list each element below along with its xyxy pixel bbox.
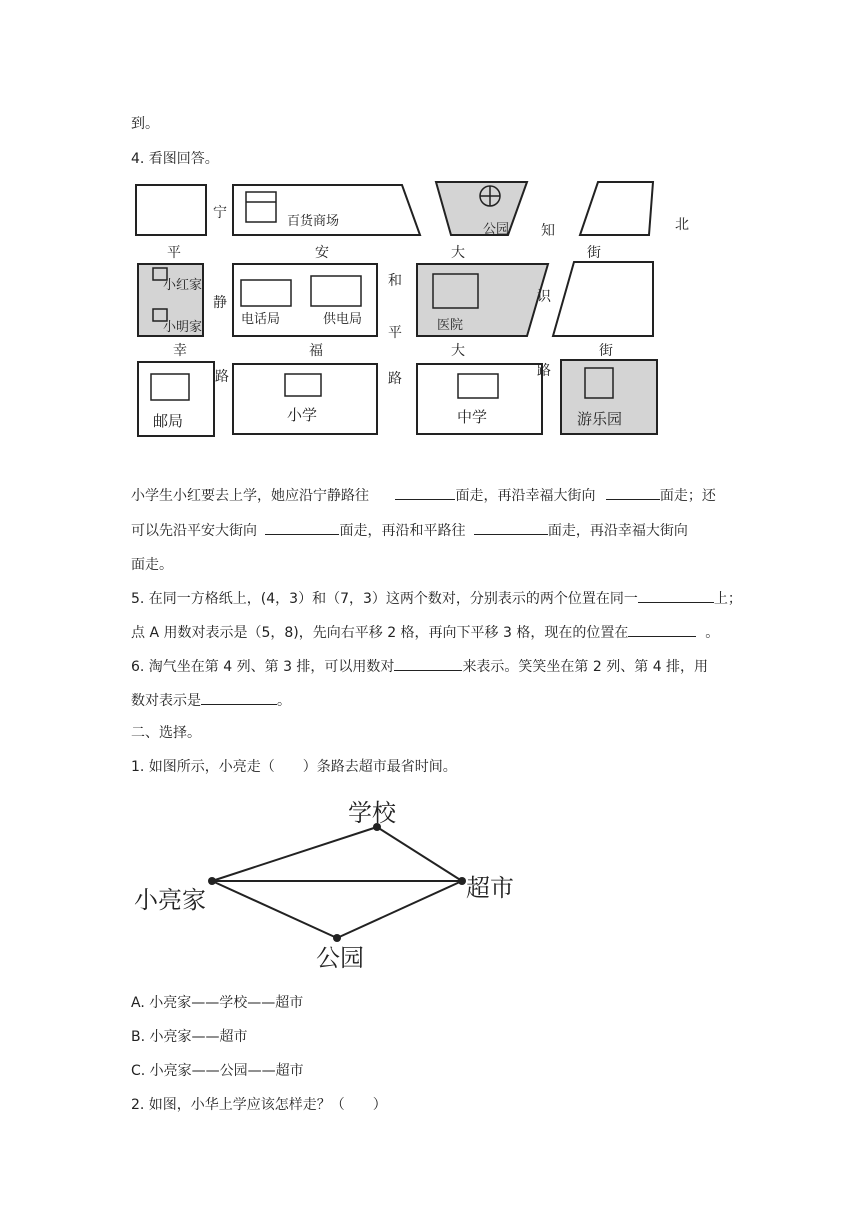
- label-hospital: 医院: [437, 318, 464, 333]
- blank-block-e: [553, 262, 653, 336]
- label-middle-school: 中学: [457, 408, 488, 426]
- label-xiaoming-home: 小明家: [163, 320, 203, 335]
- q6-line2: 数对表示是 。: [131, 690, 291, 710]
- street-char: 幸: [173, 343, 187, 359]
- street-char: 平: [388, 325, 402, 341]
- option-c[interactable]: C. 小亮家——公园——超市: [131, 1063, 304, 1079]
- street-char: 街: [599, 343, 613, 359]
- option-a[interactable]: A. 小亮家——学校——超市: [131, 995, 304, 1011]
- s2-question: 2. 如图，小华上学应该怎样走？（ ）: [131, 1097, 387, 1113]
- street-map: [133, 178, 689, 440]
- label-park: 公园: [316, 944, 364, 972]
- blank-block-ne: [580, 182, 653, 235]
- street-char: 识: [537, 289, 551, 305]
- answer-blank[interactable]: [395, 485, 455, 500]
- route-park-market: [337, 881, 462, 938]
- street-char: 大: [451, 343, 465, 359]
- label-school: 学校: [348, 799, 396, 827]
- answer-blank[interactable]: [201, 690, 277, 705]
- option-b[interactable]: B. 小亮家——超市: [131, 1029, 248, 1045]
- street-char: 安: [315, 245, 329, 261]
- label-department-store: 百货商场: [287, 214, 340, 229]
- label-market: 超市: [466, 874, 514, 902]
- q5-line1: 5. 在同一方格纸上，(4，3）和（7，3）这两个数对，分别表示的两个位置在同一 上；: [131, 588, 742, 608]
- label-park: 公园: [483, 222, 510, 237]
- q4-question-line3: 面走。: [131, 557, 173, 573]
- street-char: 路: [215, 369, 229, 385]
- route-home-park: [212, 881, 337, 938]
- street-char: 路: [537, 363, 551, 379]
- street-char: 知: [541, 223, 555, 239]
- label-amusement-park: 游乐园: [577, 410, 623, 428]
- answer-blank[interactable]: [606, 485, 660, 500]
- street-char: 大: [451, 245, 465, 261]
- street-char: 平: [167, 245, 181, 261]
- answer-blank[interactable]: [628, 622, 696, 637]
- label-home: 小亮家: [134, 886, 206, 914]
- street-char: 宁: [213, 205, 227, 221]
- street-char: 路: [388, 371, 402, 387]
- street-char: 街: [587, 245, 601, 261]
- label-telephone-office: 电话局: [241, 312, 281, 327]
- street-char: 和: [388, 273, 402, 289]
- q4-title: 4. 看图回答。: [131, 151, 219, 167]
- q3-tail: 到。: [131, 116, 159, 132]
- route-school-market: [377, 827, 462, 881]
- q6-line1: 6. 淘气坐在第 4 列、第 3 排，可以用数对 来表示。笑笑坐在第 2 列、第 4 排，用: [131, 656, 708, 676]
- label-primary-school: 小学: [287, 406, 318, 424]
- answer-blank[interactable]: [394, 656, 462, 671]
- label-power-office: 供电局: [323, 312, 363, 327]
- q4-question-line2: 可以先沿平安大街向 面走，再沿和平路往 面走，再沿幸福大街向: [131, 520, 688, 540]
- answer-blank[interactable]: [638, 588, 714, 603]
- route-home-school: [212, 827, 377, 881]
- north-label: 北: [675, 217, 689, 233]
- q4-question-line1: 小学生小红要去上学，她应沿宁静路往 面走，再沿幸福大街向 面走；还: [131, 485, 716, 505]
- answer-blank[interactable]: [265, 520, 339, 535]
- answer-blank[interactable]: [474, 520, 548, 535]
- street-char: 静: [213, 295, 227, 311]
- label-xiaohong-home: 小红家: [163, 278, 203, 293]
- label-post-office: 邮局: [153, 412, 184, 430]
- street-char: 福: [309, 343, 323, 359]
- s1-question: 1. 如图所示，小亮走（ ）条路去超市最省时间。: [131, 759, 457, 775]
- section-title: 二、选择。: [131, 725, 201, 741]
- blank-block: [136, 185, 206, 235]
- q5-line2: 点 A 用数对表示是（5，8)，先向右平移 2 格，再向下平移 3 格，现在的位置在 。: [131, 622, 719, 642]
